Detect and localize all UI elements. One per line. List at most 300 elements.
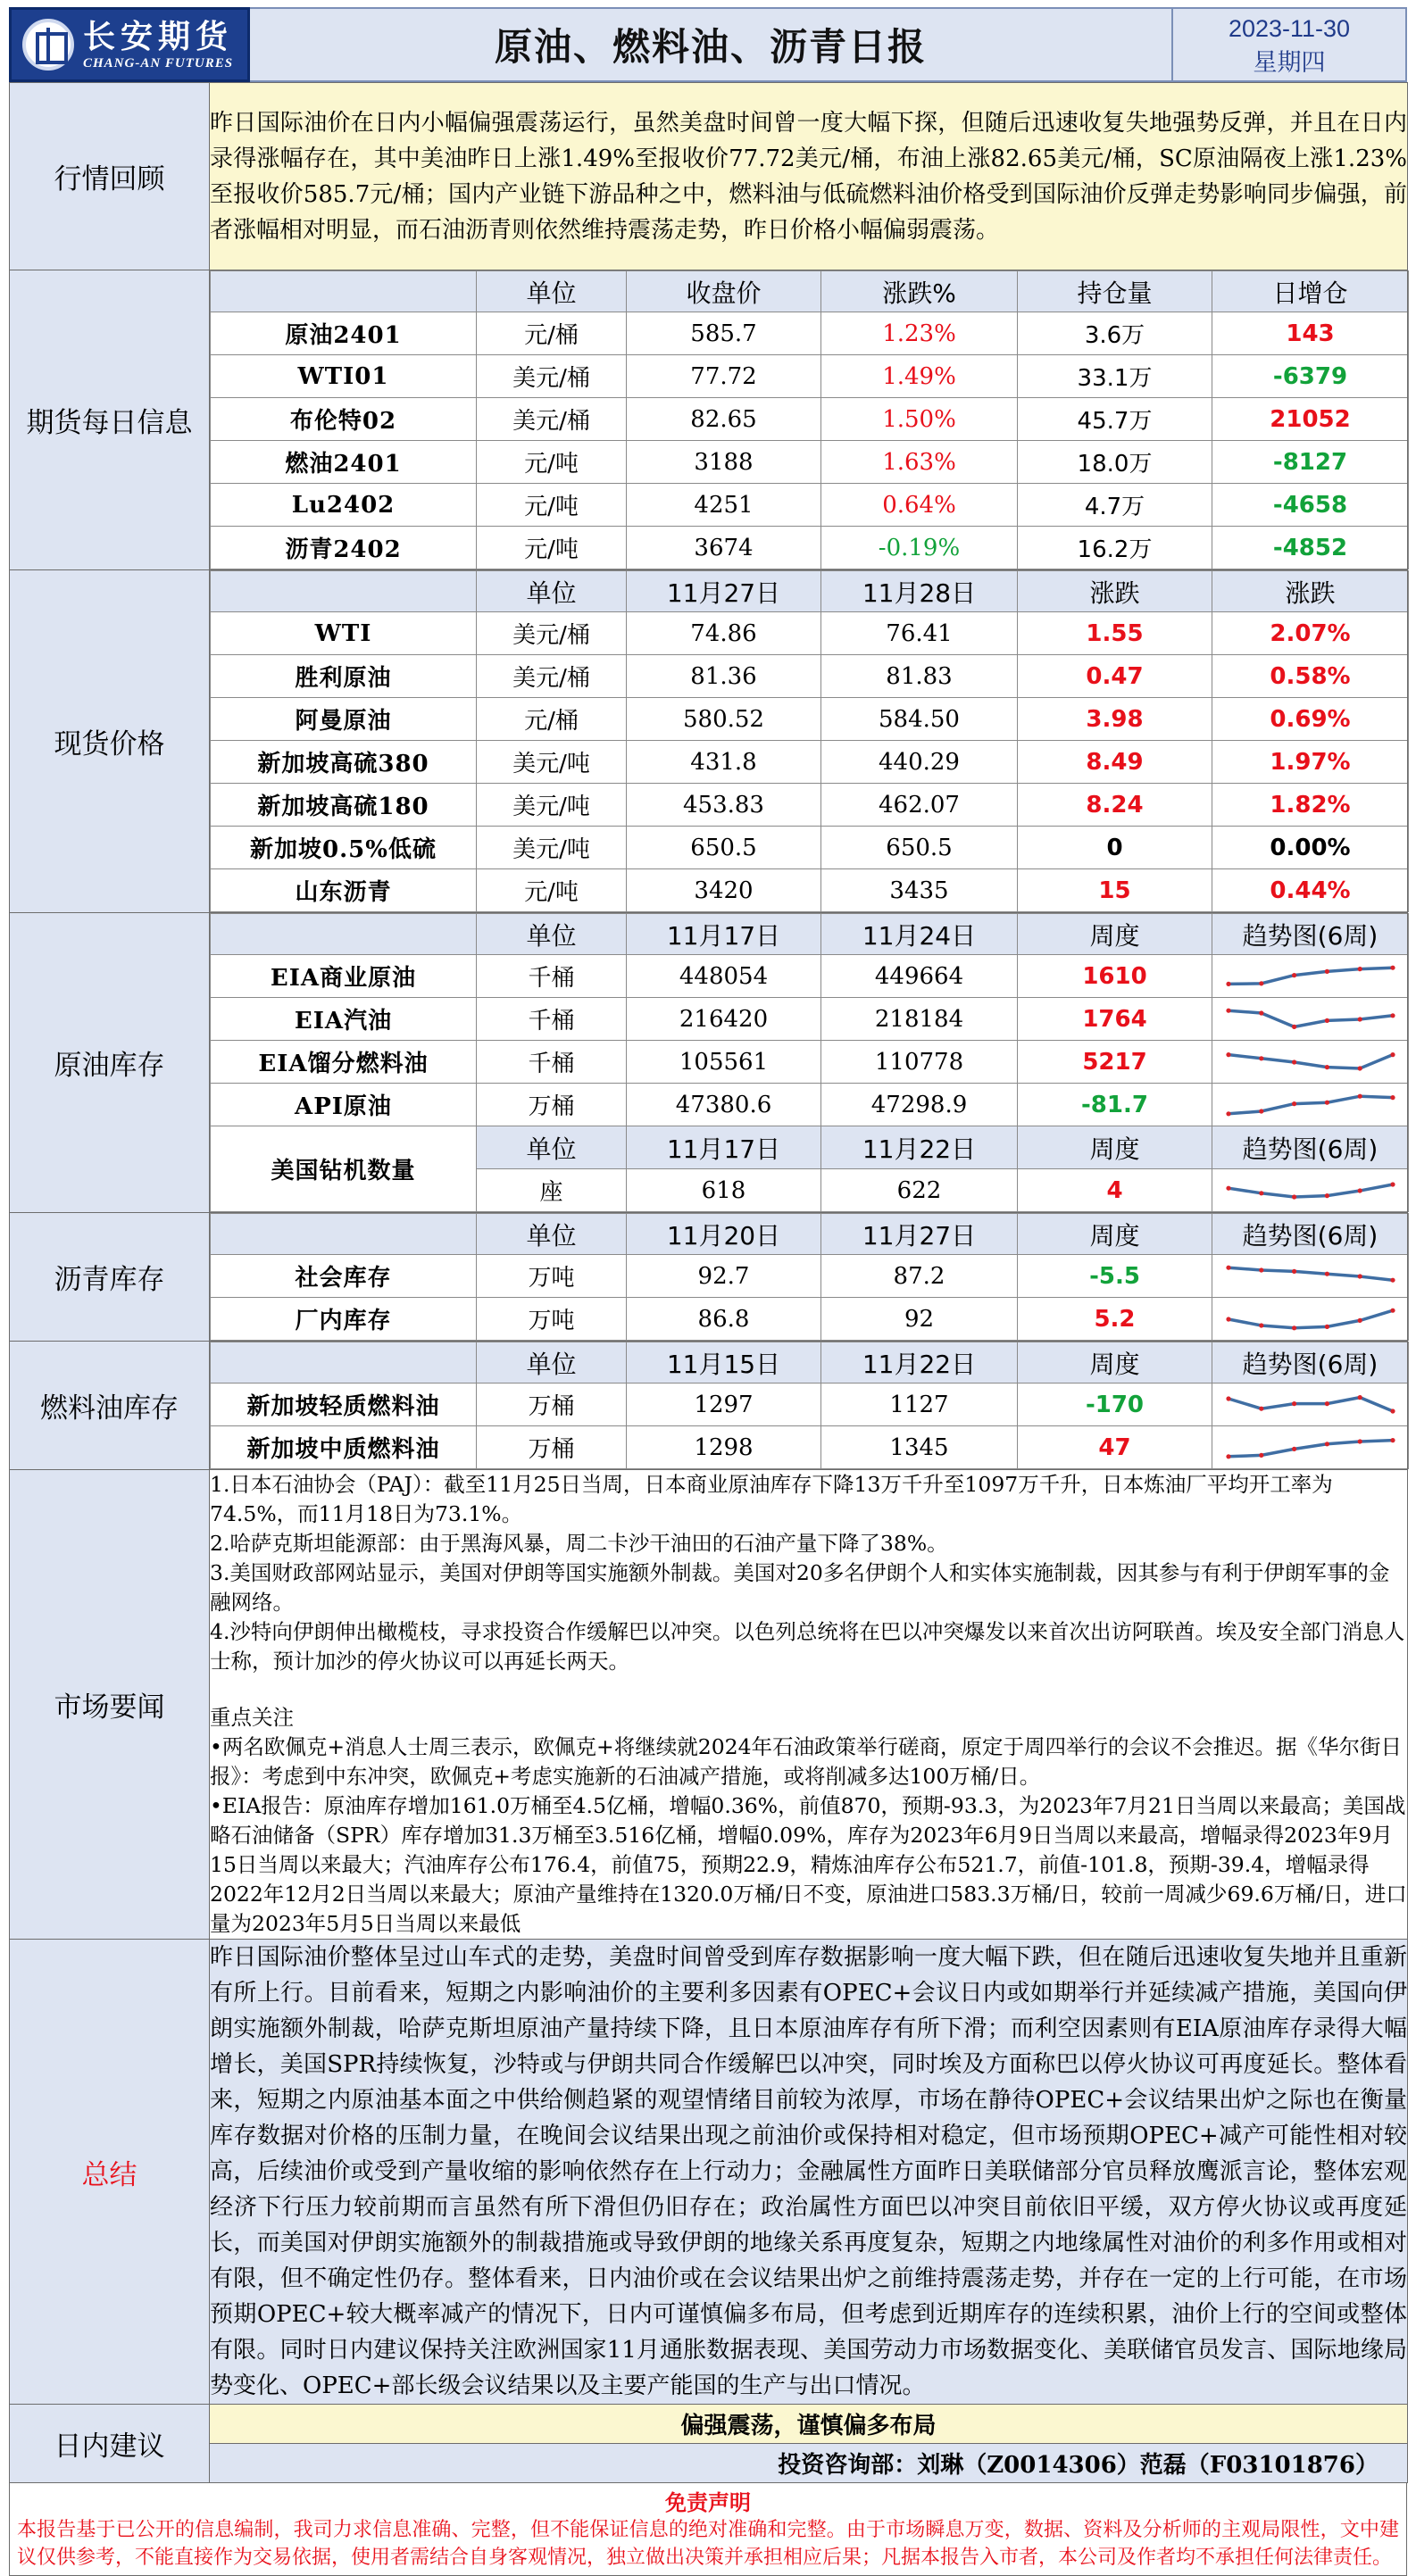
- sparkline-point: [1292, 1194, 1296, 1199]
- unit: 美元/桶: [477, 398, 627, 441]
- price-change-pct: 0.00%: [1212, 827, 1409, 869]
- rig-count-header-row: [211, 1126, 1409, 1169]
- sparkline-chart: [1221, 1301, 1400, 1337]
- sparkline-point: [1226, 1396, 1230, 1400]
- spot-row: [211, 612, 1409, 655]
- oi-daily-change: -4852: [1212, 527, 1409, 569]
- sparkline-point: [1357, 1093, 1362, 1098]
- price-change: 8.24: [1018, 784, 1212, 827]
- inventory-value-2: 110778: [821, 1041, 1018, 1084]
- sparkline-point: [1324, 1065, 1329, 1069]
- rig-header-unit: 单位: [477, 1126, 627, 1169]
- fuel-header-date2: 11月22日: [821, 1342, 1018, 1384]
- weekly-change: 47: [1018, 1426, 1212, 1469]
- sparkline-line: [1229, 1440, 1393, 1456]
- price-day2: 462.07: [821, 784, 1018, 827]
- price-day2: 3435: [821, 869, 1018, 912]
- price-change: 0.47: [1018, 655, 1212, 698]
- sparkline-line: [1229, 1267, 1393, 1280]
- disclaimer-text: 本报告基于已公开的信息编制，我司力求信息准确、完整，但不能保证信息的绝对准确和完整。由于市场瞬息万变，数据、资料及分析师的主观局限性，文中建议仅供参考，不能直接作为交易依据，使用者需结合自身客观情况，独立做出决策并承担相应后果；凡据本报告入市者，本公司及作者均不承担任何法律责任。: [17, 2519, 1399, 2569]
- sparkline-point: [1259, 1191, 1263, 1195]
- sparkline-point: [1324, 1442, 1329, 1446]
- sparkline-point: [1390, 1408, 1395, 1413]
- weekly-change: 5.2: [1018, 1298, 1212, 1341]
- price-day2: 650.5: [821, 827, 1018, 869]
- sparkline-point: [1292, 1024, 1296, 1028]
- weekly-change: 5217: [1018, 1041, 1212, 1084]
- sparkline-point: [1357, 1188, 1362, 1192]
- unit: 美元/吨: [477, 741, 627, 784]
- fuel-inventory-table: [210, 1342, 1409, 1469]
- fuel-inventory-row: [211, 1384, 1409, 1426]
- unit: 千桶: [477, 1041, 627, 1084]
- crude-header-weekly: 周度: [1018, 914, 1212, 955]
- crude-header-blank: [211, 914, 477, 955]
- trend-sparkline: [1212, 1084, 1409, 1126]
- company-logo: [9, 7, 250, 82]
- sparkline-point: [1292, 1325, 1296, 1330]
- sparkline-line: [1229, 1397, 1393, 1410]
- trend-sparkline: [1212, 1298, 1409, 1341]
- spot-header-row: [211, 571, 1409, 612]
- trend-sparkline: [1212, 1255, 1409, 1298]
- sparkline-point: [1324, 1324, 1329, 1328]
- price-change: 15: [1018, 869, 1212, 912]
- open-interest: 4.7万: [1018, 484, 1212, 527]
- price-day1: 580.52: [627, 698, 821, 741]
- crude-inventory-table: [210, 913, 1409, 1212]
- sparkline-point: [1324, 1401, 1329, 1406]
- unit: 万桶: [477, 1426, 627, 1469]
- unit: 美元/桶: [477, 355, 627, 398]
- inventory-name: 厂内库存: [211, 1298, 477, 1341]
- inventory-name: API原油: [211, 1084, 477, 1126]
- unit: 美元/桶: [477, 612, 627, 655]
- sparkline-point: [1226, 1185, 1230, 1190]
- spot-row: [211, 869, 1409, 912]
- spot-name: WTI: [211, 612, 477, 655]
- contract-name: WTI01: [211, 355, 477, 398]
- trend-sparkline: [1212, 955, 1409, 998]
- inventory-value-2: 47298.9: [821, 1084, 1018, 1126]
- inventory-name: EIA商业原油: [211, 955, 477, 998]
- rig-value-2: 622: [821, 1169, 1018, 1212]
- sparkline-chart: [1221, 1001, 1400, 1037]
- price-change: 1.55: [1018, 612, 1212, 655]
- sparkline-point: [1259, 1056, 1263, 1060]
- futures-header-delta: 日增仓: [1212, 271, 1409, 312]
- spot-row: [211, 827, 1409, 869]
- asphalt-inventory-table: [210, 1213, 1409, 1341]
- news-item: 3.美国财政部网站显示，美国对伊朗等国实施额外制裁。美国对20多名伊朗个人和实体实施制裁，因其参与有利于伊朗军事的金融网络。: [210, 1560, 1390, 1615]
- inventory-value-1: 1297: [627, 1384, 821, 1426]
- spot-header-change-pct: 涨跌: [1212, 571, 1409, 612]
- rig-header-trend: 趋势图(6周): [1212, 1126, 1409, 1169]
- disclaimer-title: 免责声明: [665, 2489, 751, 2515]
- weekly-change: -170: [1018, 1384, 1212, 1426]
- unit: 万吨: [477, 1255, 627, 1298]
- unit: 美元/吨: [477, 784, 627, 827]
- disclaimer: [9, 2483, 1407, 2576]
- change-percent: 1.23%: [821, 312, 1018, 355]
- news-item: 1.日本石油协会（PAJ）：截至11月25日当周，日本商业原油库存下降13万千升至1097万千升，日本炼油厂平均开工率为74.5%，而11月18日为73.1%。: [210, 1472, 1333, 1526]
- change-percent: 1.49%: [821, 355, 1018, 398]
- price-day1: 3420: [627, 869, 821, 912]
- sparkline-line: [1229, 1310, 1393, 1328]
- fuel-inventory-row: [211, 1426, 1409, 1469]
- sparkline-point: [1259, 1010, 1263, 1015]
- trend-sparkline: [1212, 1384, 1409, 1426]
- crude-header-row: [211, 914, 1409, 955]
- inventory-value-1: 216420: [627, 998, 821, 1041]
- price-change: 8.49: [1018, 741, 1212, 784]
- sparkline-point: [1259, 1406, 1263, 1410]
- asphalt-header-weekly: 周度: [1018, 1214, 1212, 1255]
- unit: 万桶: [477, 1084, 627, 1126]
- asphalt-header-trend: 趋势图(6周): [1212, 1214, 1409, 1255]
- sparkline-point: [1390, 1438, 1395, 1442]
- inventory-value-1: 47380.6: [627, 1084, 821, 1126]
- sparkline-point: [1390, 1095, 1395, 1100]
- spot-name: 阿曼原油: [211, 698, 477, 741]
- spot-header-blank: [211, 571, 477, 612]
- inventory-value-1: 86.8: [627, 1298, 821, 1341]
- sparkline-line: [1229, 1184, 1393, 1197]
- futures-row: [211, 527, 1409, 569]
- sparkline-point: [1292, 1268, 1296, 1273]
- sparkline-point: [1390, 1182, 1395, 1186]
- price-day1: 650.5: [627, 827, 821, 869]
- rig-header-date2: 11月22日: [821, 1126, 1018, 1169]
- fuel-header-row: [211, 1342, 1409, 1384]
- inventory-value-2: 1345: [821, 1426, 1018, 1469]
- close-price: 585.7: [627, 312, 821, 355]
- close-price: 82.65: [627, 398, 821, 441]
- sparkline-point: [1357, 1439, 1362, 1443]
- oi-daily-change: 21052: [1212, 398, 1409, 441]
- sparkline-point: [1226, 981, 1230, 985]
- sparkline-line: [1229, 1054, 1393, 1068]
- sparkline-point: [1324, 1271, 1329, 1276]
- sparkline-point: [1292, 1401, 1296, 1406]
- rig-weekly-change: 4: [1018, 1169, 1212, 1212]
- futures-header-close: 收盘价: [627, 271, 821, 312]
- sparkline-point: [1357, 1395, 1362, 1400]
- sparkline-point: [1390, 1277, 1395, 1282]
- unit: 元/桶: [477, 312, 627, 355]
- open-interest: 16.2万: [1018, 527, 1212, 569]
- report-date-box: [1173, 7, 1407, 82]
- open-interest: 3.6万: [1018, 312, 1212, 355]
- price-change-pct: 2.07%: [1212, 612, 1409, 655]
- market-news: [210, 1470, 1408, 1940]
- sparkline-point: [1324, 1100, 1329, 1104]
- inventory-value-2: 218184: [821, 998, 1018, 1041]
- inventory-name: EIA馏分燃料油: [211, 1041, 477, 1084]
- price-day2: 584.50: [821, 698, 1018, 741]
- summary-text: 昨日国际油价整体呈过山车式的走势，美盘时间曾受到库存数据影响一度大幅下跌，但在随后迅速收复失地并且重新有所上行。目前看来，短期之内影响油价的主要利多因素有OPEC+会议日内或如期举行并延续减产措施，美国向伊朗实施额外制裁，哈萨克斯坦原油产量持续下降，且日本原油库存有所下滑；而利空因素则有EIA原油库存录得大幅增长，美国SPR持续恢复，沙特或与伊朗共同合作缓解巴以冲突，同时埃及方面称巴以停火协议可再度延长。整体看来，短期之内原油基本面之中供给侧趋紧的观望情绪目前较为浓厚，市场在静待OPEC+会议结果出炉之际也在衡量库存数据对价格的压制力量，在晚间会议结果出现之前油价或保持相对稳定，但市场预期OPEC+减产可能性相对较高，后续油价或受到产量收缩的影响依然存在上行动力；金融属性方面昨日美联储部分官员释放鹰派言论，整体宏观经济下行压力较前期而言虽然有所下滑但仍旧存在；政治属性方面巴以冲突目前依旧平缓，双方停火协议或再度延长，而美国对伊朗实施额外的制裁措施或导致伊朗的地缘关系再度复杂，短期之内地缘属性对油价的利多作用或相对有限，但不确定性仍存。整体看来，日内油价或在会议结果出炉之前维持震荡走势，并存在一定的上行可能，在市场预期OPEC+较大概率减产的情况下，日内可谨慎偏多布局，但考虑到近期库存的连续积累，油价上行的空间或整体有限。同时日内建议保持关注欧洲国家11月通胀数据表现、美国劳动力市场数据变化、美联储官员发言、国际地缘局势变化、OPEC+部长级会议结果以及主要产能国的生产与出口情况。: [210, 1940, 1408, 2405]
- price-day1: 431.8: [627, 741, 821, 784]
- rig-count-name: 美国钻机数量: [211, 1126, 477, 1212]
- asphalt-header-blank: [211, 1214, 477, 1255]
- sparkline-chart: [1221, 1259, 1400, 1294]
- inventory-name: EIA汽油: [211, 998, 477, 1041]
- oi-daily-change: 143: [1212, 312, 1409, 355]
- price-change-pct: 0.44%: [1212, 869, 1409, 912]
- fuel-header-date1: 11月15日: [627, 1342, 821, 1384]
- sparkline-point: [1226, 1265, 1230, 1269]
- open-interest: 18.0万: [1018, 441, 1212, 484]
- sparkline-chart: [1221, 1430, 1400, 1466]
- oi-daily-change: -6379: [1212, 355, 1409, 398]
- inventory-value-1: 448054: [627, 955, 821, 998]
- sparkline-chart: [1221, 1044, 1400, 1080]
- sparkline-point: [1324, 1193, 1329, 1198]
- unit: 万吨: [477, 1298, 627, 1341]
- focus-item: •EIA报告：原油库存增加161.0万桶至4.5亿桶，增幅0.36%，前值870，预期-93.3，为2023年7月21日当周以来最高；美国战略石油储备（SPR）库存增加31.3万桶至3.516亿桶，增幅0.09%，库存为2023年6月9日当周以来最高，增幅录得2023年9月15日当周以来最大；汽油库存公布176.4，前值75，预期22.9，精炼油库存公布521.7，前值-101.8，预期-39.4，增幅录得2022年12月2日当周以来最大；原油产量维持在1320.0万桶/日不变，原油进口583.3万桶/日，较前一周减少69.6万桶/日，进口量为2023年5月5日当周以来最低: [210, 1793, 1407, 1936]
- section-label-fuel-inventory: 燃料油库存: [10, 1342, 210, 1470]
- futures-header-oi: 持仓量: [1018, 271, 1212, 312]
- sparkline-point: [1390, 1052, 1395, 1057]
- weekly-change: 1610: [1018, 955, 1212, 998]
- futures-header-row: [211, 271, 1409, 312]
- sparkline-point: [1357, 1317, 1362, 1322]
- sparkline-point: [1390, 965, 1395, 969]
- asphalt-header-unit: 单位: [477, 1214, 627, 1255]
- crude-inventory-row: [211, 1084, 1409, 1126]
- sparkline-point: [1390, 1308, 1395, 1312]
- sparkline-point: [1259, 1267, 1263, 1272]
- close-price: 4251: [627, 484, 821, 527]
- contract-name: 布伦特02: [211, 398, 477, 441]
- logo-seal-icon: [22, 19, 74, 71]
- sparkline-point: [1226, 1111, 1230, 1116]
- trend-sparkline: [1212, 1426, 1409, 1469]
- spot-name: 山东沥青: [211, 869, 477, 912]
- unit: 元/桶: [477, 698, 627, 741]
- price-day2: 440.29: [821, 741, 1018, 784]
- sparkline-point: [1226, 1454, 1230, 1458]
- crude-header-unit: 单位: [477, 914, 627, 955]
- section-label-spot: 现货价格: [10, 570, 210, 913]
- section-label-asphalt-inventory: 沥青库存: [10, 1213, 210, 1342]
- report-weekday: 星期四: [1253, 49, 1326, 76]
- unit: 元/吨: [477, 869, 627, 912]
- crude-header-date1: 11月17日: [627, 914, 821, 955]
- price-day1: 74.86: [627, 612, 821, 655]
- inventory-name: 新加坡中质燃料油: [211, 1426, 477, 1469]
- sparkline-line: [1229, 1010, 1393, 1026]
- sparkline-point: [1357, 1017, 1362, 1021]
- inventory-value-1: 1298: [627, 1426, 821, 1469]
- spot-name: 新加坡0.5%低硫: [211, 827, 477, 869]
- futures-header-blank: [211, 271, 477, 312]
- sparkline-point: [1357, 1066, 1362, 1070]
- sparkline-chart: [1221, 959, 1400, 994]
- sparkline-point: [1292, 973, 1296, 977]
- contract-name: 沥青2402: [211, 527, 477, 569]
- trend-sparkline: [1212, 1041, 1409, 1084]
- section-label-advice: 日内建议: [10, 2405, 210, 2483]
- unit: 元/吨: [477, 484, 627, 527]
- price-change: 3.98: [1018, 698, 1212, 741]
- futures-row: [211, 484, 1409, 527]
- news-focus-list: [210, 1733, 1407, 1939]
- price-change-pct: 1.97%: [1212, 741, 1409, 784]
- asphalt-header-row: [211, 1214, 1409, 1255]
- fuel-header-trend: 趋势图(6周): [1212, 1342, 1409, 1384]
- sparkline-point: [1390, 1013, 1395, 1018]
- close-price: 77.72: [627, 355, 821, 398]
- crude-inventory-row: [211, 1041, 1409, 1084]
- inventory-name: 社会库存: [211, 1255, 477, 1298]
- sparkline-point: [1259, 1109, 1263, 1113]
- open-interest: 45.7万: [1018, 398, 1212, 441]
- fuel-header-weekly: 周度: [1018, 1342, 1212, 1384]
- sparkline-point: [1324, 1018, 1329, 1022]
- fuel-header-blank: [211, 1342, 477, 1384]
- sparkline-chart: [1221, 1387, 1400, 1423]
- price-change-pct: 1.82%: [1212, 784, 1409, 827]
- price-change-pct: 0.69%: [1212, 698, 1409, 741]
- weekly-change: -5.5: [1018, 1255, 1212, 1298]
- section-label-news: 市场要闻: [10, 1470, 210, 1940]
- news-focus-title: 重点关注: [210, 1705, 294, 1730]
- sparkline-point: [1259, 981, 1263, 985]
- intraday-advice: 偏强震荡，谨慎偏多布局: [210, 2405, 1408, 2444]
- asphalt-header-date2: 11月27日: [821, 1214, 1018, 1255]
- price-change: 0: [1018, 827, 1212, 869]
- contract-name: Lu2402: [211, 484, 477, 527]
- spot-header-date1: 11月27日: [627, 571, 821, 612]
- rig-unit: 座: [477, 1169, 627, 1212]
- sparkline-point: [1292, 1446, 1296, 1450]
- rig-header-date1: 11月17日: [627, 1126, 821, 1169]
- spot-row: [211, 655, 1409, 698]
- price-day1: 453.83: [627, 784, 821, 827]
- news-item: 2.哈萨克斯坦能源部：由于黑海风暴，周二卡沙干油田的石油产量下降了38%。: [210, 1531, 948, 1556]
- futures-header-change: 涨跌%: [821, 271, 1018, 312]
- spot-header-unit: 单位: [477, 571, 627, 612]
- sparkline-chart: [1221, 1173, 1400, 1209]
- spot-header-date2: 11月28日: [821, 571, 1018, 612]
- sparkline-chart: [1221, 1087, 1400, 1123]
- futures-table: [210, 270, 1409, 569]
- logo-chinese-name: 长安期货: [83, 18, 234, 55]
- futures-row: [211, 355, 1409, 398]
- weekly-change: 1764: [1018, 998, 1212, 1041]
- fuel-header-unit: 单位: [477, 1342, 627, 1384]
- sparkline-point: [1259, 1323, 1263, 1327]
- sparkline-point: [1292, 1101, 1296, 1106]
- section-label-crude-inventory: 原油库存: [10, 913, 210, 1213]
- price-day2: 76.41: [821, 612, 1018, 655]
- crude-header-date2: 11月24日: [821, 914, 1018, 955]
- unit: 元/吨: [477, 527, 627, 569]
- futures-row: [211, 398, 1409, 441]
- news-item: 4.沙特向伊朗伸出橄榄枝，寻求投资合作缓解巴以冲突。以色列总统将在巴以冲突爆发以来首次出访阿联酋。埃及安全部门消息人士称，预计加沙的停火协议可以再延长两天。: [210, 1619, 1405, 1674]
- unit: 元/吨: [477, 441, 627, 484]
- inventory-name: 新加坡轻质燃料油: [211, 1384, 477, 1426]
- unit: 万桶: [477, 1384, 627, 1426]
- crude-inventory-row: [211, 998, 1409, 1041]
- sparkline-point: [1226, 1317, 1230, 1321]
- oi-daily-change: -4658: [1212, 484, 1409, 527]
- spot-name: 新加坡高硫180: [211, 784, 477, 827]
- spot-row: [211, 741, 1409, 784]
- rig-value-1: 618: [627, 1169, 821, 1212]
- inventory-value-2: 92: [821, 1298, 1018, 1341]
- inventory-value-2: 449664: [821, 955, 1018, 998]
- inventory-value-2: 1127: [821, 1384, 1018, 1426]
- spot-row: [211, 698, 1409, 741]
- futures-row: [211, 441, 1409, 484]
- unit: 千桶: [477, 998, 627, 1041]
- close-price: 3674: [627, 527, 821, 569]
- price-day2: 81.83: [821, 655, 1018, 698]
- market-review-text: 昨日国际油价在日内小幅偏强震荡运行，虽然美盘时间曾一度大幅下探，但随后迅速收复失地强势反弹，并且在日内录得涨幅存在，其中美油昨日上涨1.49%至报收价77.72美元/桶，布油上涨82.65美元/桶，SC原油隔夜上涨1.23%至报收价585.7元/桶；国内产业链下游品种之中，燃料油与低硫燃料油价格受到国际油价反弹走势影响同步偏强，前者涨幅相对明显，而石油沥青则依然维持震荡走势，昨日价格小幅偏弱震荡。: [210, 83, 1408, 270]
- sparkline-point: [1259, 1452, 1263, 1457]
- sparkline-point: [1357, 967, 1362, 971]
- spot-header-change: 涨跌: [1018, 571, 1212, 612]
- asphalt-inventory-row: [211, 1255, 1409, 1298]
- crude-header-trend: 趋势图(6周): [1212, 914, 1409, 955]
- news-item-list: [210, 1470, 1407, 1676]
- spot-name: 新加坡高硫380: [211, 741, 477, 784]
- price-day1: 81.36: [627, 655, 821, 698]
- close-price: 3188: [627, 441, 821, 484]
- futures-row: [211, 312, 1409, 355]
- asphalt-header-date1: 11月20日: [627, 1214, 821, 1255]
- change-percent: -0.19%: [821, 527, 1018, 569]
- change-percent: 0.64%: [821, 484, 1018, 527]
- report-header: [9, 7, 1407, 82]
- rig-trend-sparkline: [1212, 1169, 1409, 1212]
- price-change-pct: 0.58%: [1212, 655, 1409, 698]
- spot-table: [210, 570, 1409, 912]
- sparkline-line: [1229, 968, 1393, 984]
- contract-name: 燃油2401: [211, 441, 477, 484]
- section-label-futures: 期货每日信息: [10, 270, 210, 570]
- spot-name: 胜利原油: [211, 655, 477, 698]
- asphalt-inventory-row: [211, 1298, 1409, 1341]
- futures-header-unit: 单位: [477, 271, 627, 312]
- unit: 千桶: [477, 955, 627, 998]
- change-percent: 1.50%: [821, 398, 1018, 441]
- trend-sparkline: [1212, 998, 1409, 1041]
- report-title: 原油、燃料油、沥青日报: [250, 7, 1173, 82]
- logo-english-name: CHANG-AN FUTURES: [83, 55, 234, 71]
- sparkline-point: [1324, 968, 1329, 973]
- unit: 美元/吨: [477, 827, 627, 869]
- spot-row: [211, 784, 1409, 827]
- crude-inventory-row: [211, 955, 1409, 998]
- contract-name: 原油2401: [211, 312, 477, 355]
- inventory-value-1: 92.7: [627, 1255, 821, 1298]
- sparkline-line: [1229, 1096, 1393, 1114]
- unit: 美元/桶: [477, 655, 627, 698]
- sparkline-point: [1226, 1008, 1230, 1012]
- weekly-change: -81.7: [1018, 1084, 1212, 1126]
- oi-daily-change: -8127: [1212, 441, 1409, 484]
- report-date: 2023-11-30: [1228, 15, 1351, 42]
- rig-header-weekly: 周度: [1018, 1126, 1212, 1169]
- sparkline-point: [1357, 1274, 1362, 1278]
- inventory-value-1: 105561: [627, 1041, 821, 1084]
- report-table: [9, 82, 1408, 2483]
- focus-item: •两名欧佩克+消息人士周三表示，欧佩克+将继续就2024年石油政策举行磋商，原定于周四举行的会议不会推迟。据《华尔街日报》：考虑到中东冲突，欧佩克+考虑实施新的石油减产措施，或将削减多达100万桶/日。: [210, 1734, 1403, 1789]
- open-interest: 33.1万: [1018, 355, 1212, 398]
